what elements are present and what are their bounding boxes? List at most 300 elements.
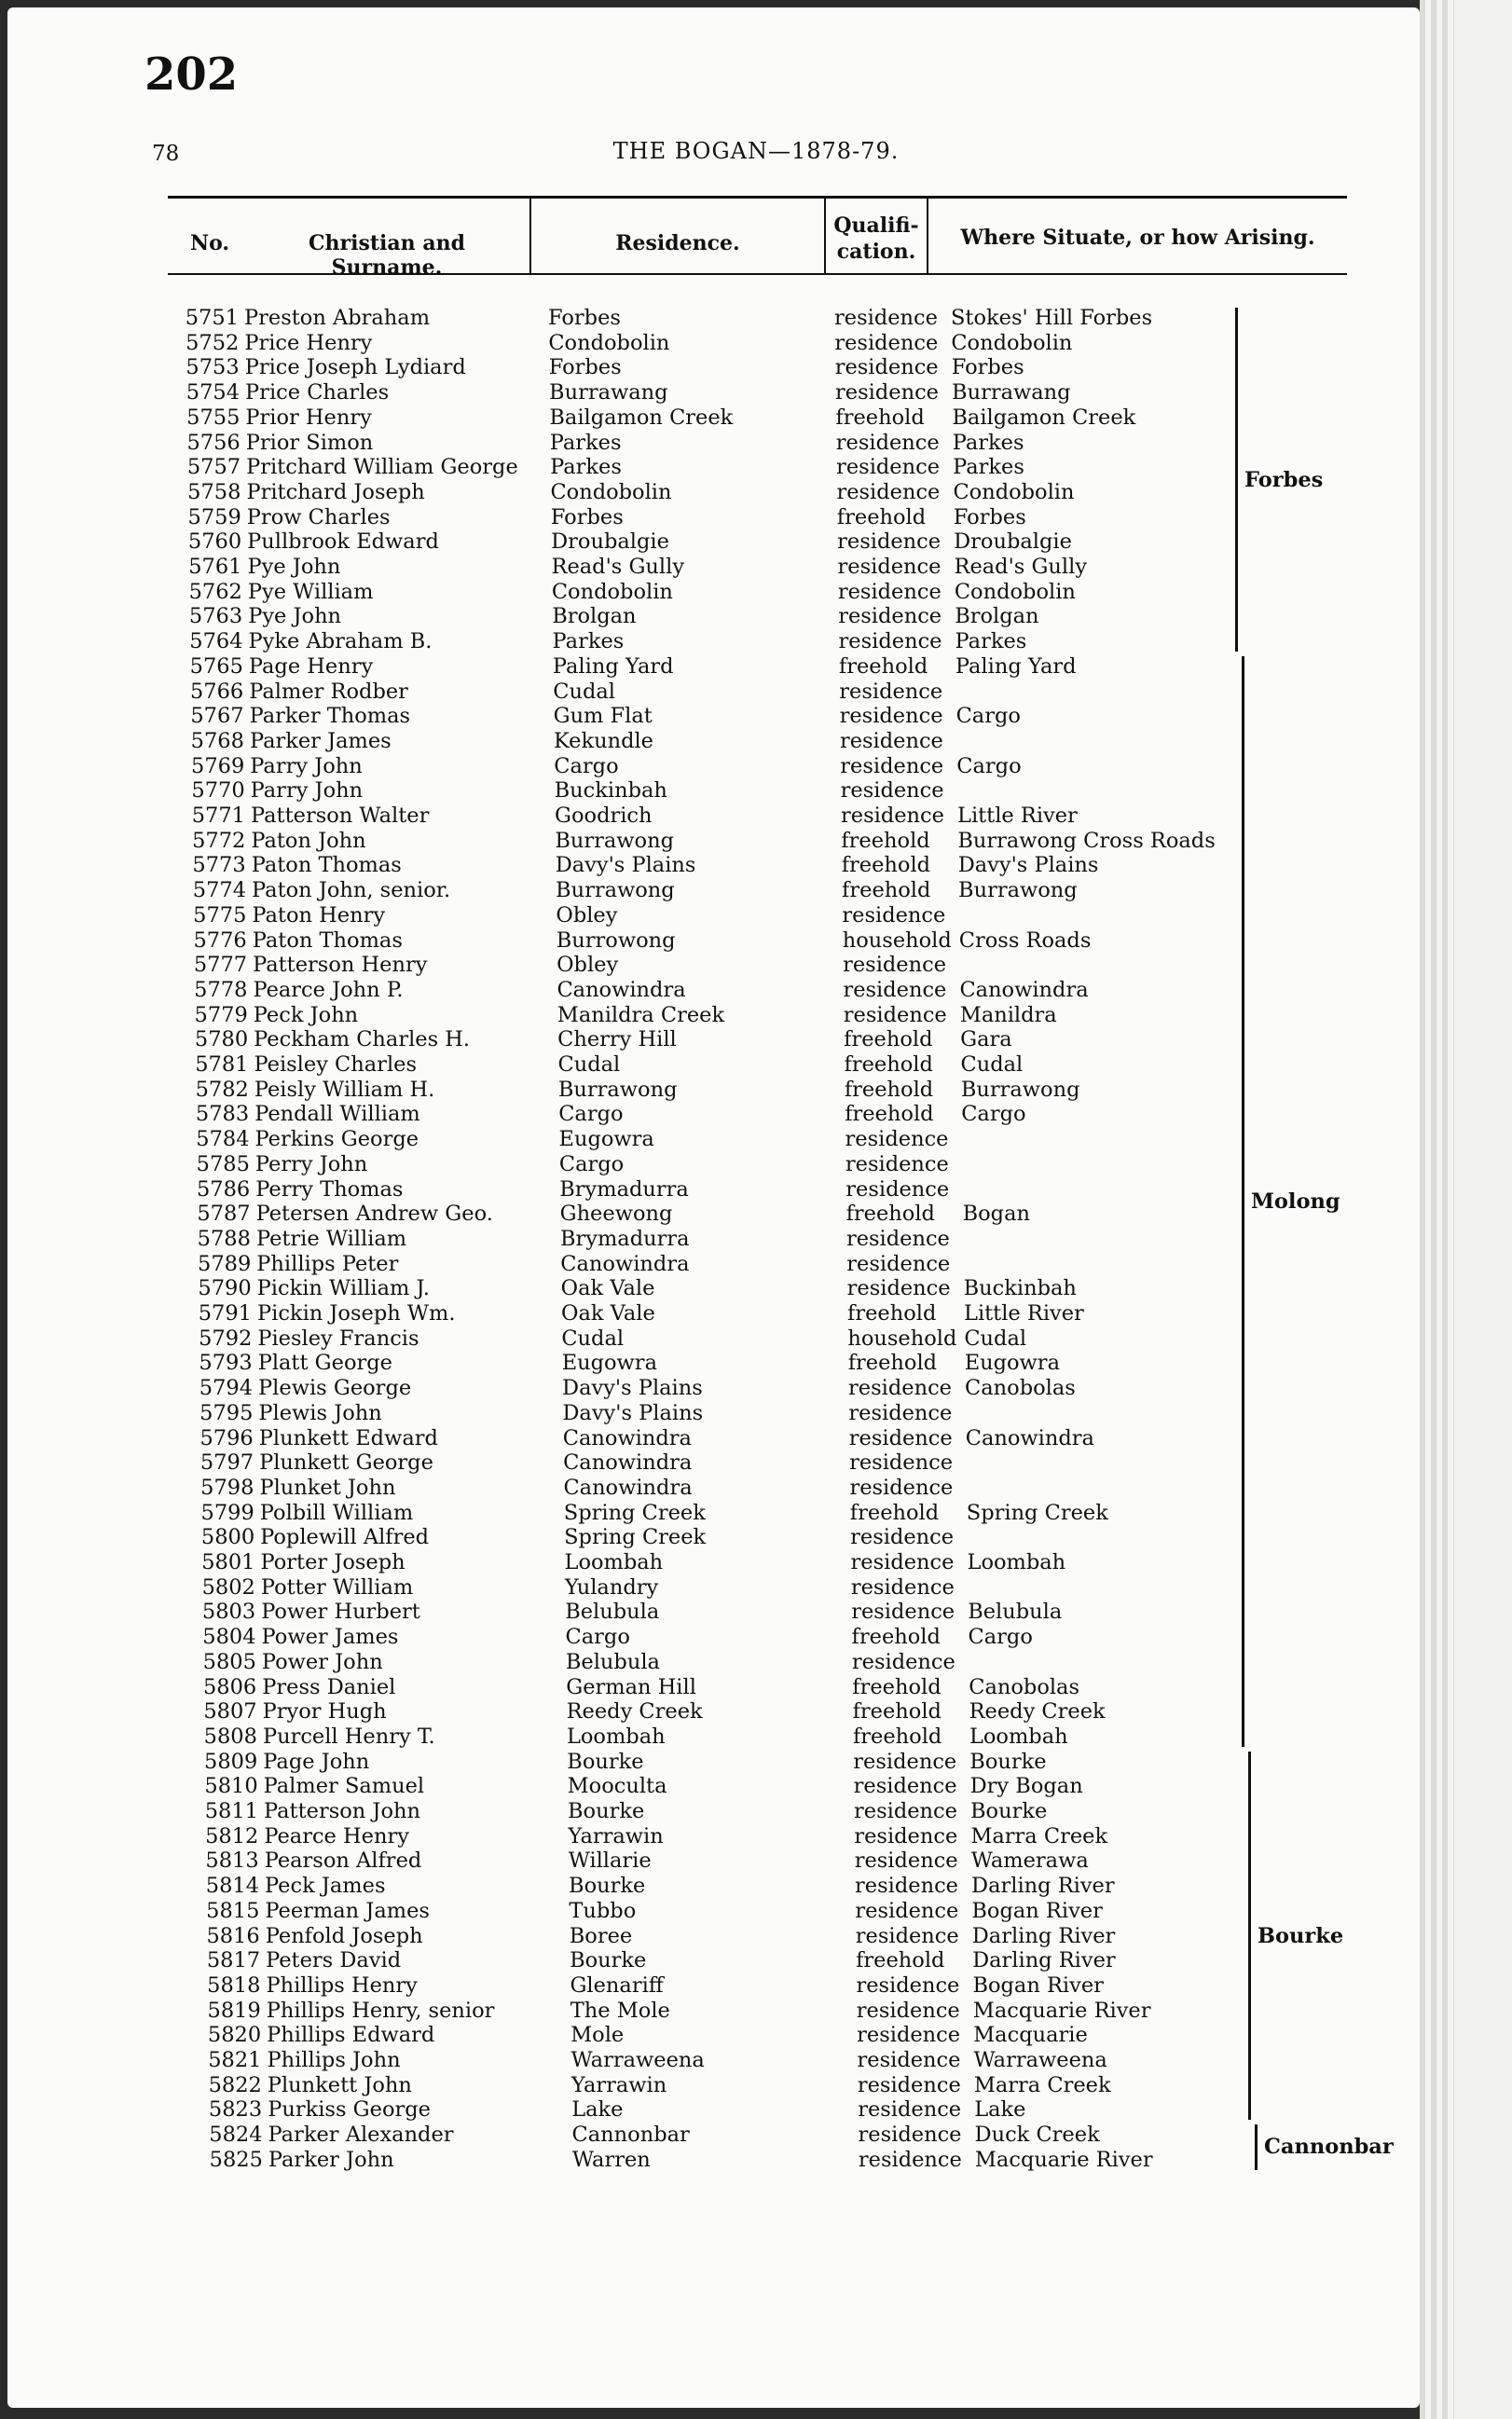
qualification: household bbox=[842, 928, 952, 953]
residence: Cudal bbox=[561, 1326, 625, 1351]
where-situate: Cargo bbox=[955, 704, 1021, 729]
row-number: 5781 bbox=[195, 1052, 249, 1077]
where-situate: Condobolin bbox=[953, 479, 1075, 504]
row-number: 5783 bbox=[195, 1102, 250, 1127]
where-situate: Cargo bbox=[956, 753, 1022, 778]
row-number: 5786 bbox=[196, 1176, 251, 1202]
row-number: 5788 bbox=[197, 1226, 251, 1251]
voter-name: Paton Henry bbox=[252, 902, 386, 928]
row-number: 5756 bbox=[186, 430, 241, 455]
qualification: residence bbox=[856, 1972, 960, 1998]
residence: Bailgamon Creek bbox=[549, 405, 734, 430]
qualification: residence bbox=[858, 2123, 962, 2148]
header-where: Where Situate, or how Arising. bbox=[960, 226, 1315, 250]
qualification: residence bbox=[854, 1849, 958, 1874]
row-number: 5815 bbox=[206, 1898, 260, 1923]
qualification: freehold bbox=[856, 1948, 945, 1973]
residence: Condobolin bbox=[550, 479, 672, 504]
row-number: 5800 bbox=[200, 1525, 255, 1550]
qualification: residence bbox=[845, 1226, 950, 1251]
row-number: 5802 bbox=[201, 1574, 255, 1600]
voter-name: Pearce John P. bbox=[253, 977, 404, 1002]
voter-name: Phillips Edward bbox=[267, 2023, 435, 2048]
residence: Loombah bbox=[564, 1550, 664, 1574]
row-number: 5791 bbox=[198, 1301, 252, 1326]
qualification: freehold bbox=[842, 878, 931, 903]
voter-name: Power James bbox=[261, 1625, 399, 1650]
row-number: 5825 bbox=[209, 2147, 263, 2172]
voter-name: Pyke Abraham B. bbox=[248, 629, 433, 654]
row-number: 5785 bbox=[196, 1151, 250, 1176]
qualification: residence bbox=[837, 529, 942, 555]
where-situate: Warraweena bbox=[973, 2048, 1107, 2072]
voter-name: Plunket John bbox=[259, 1475, 396, 1500]
voter-name: Potter William bbox=[260, 1574, 414, 1600]
where-situate: Macquarie River bbox=[972, 1998, 1151, 2023]
page-number: 202 bbox=[144, 48, 239, 101]
qualification: residence bbox=[845, 1127, 949, 1152]
row-number: 5789 bbox=[198, 1251, 252, 1276]
row-number: 5768 bbox=[190, 728, 244, 753]
qualification: residence bbox=[836, 479, 941, 504]
header-qualification: Qualifi- cation. bbox=[833, 213, 919, 264]
qualification: residence bbox=[857, 2048, 961, 2072]
voter-name: Prow Charles bbox=[246, 504, 391, 529]
residence: Spring Creek bbox=[563, 1500, 706, 1525]
qualification: household bbox=[847, 1326, 957, 1351]
where-situate: Bourke bbox=[969, 1749, 1047, 1774]
row-number: 5752 bbox=[186, 330, 240, 355]
where-situate: Canowindra bbox=[965, 1425, 1094, 1450]
voter-name: Phillips John bbox=[267, 2048, 401, 2072]
row-number: 5762 bbox=[188, 579, 242, 604]
where-situate: Burrawong bbox=[960, 1077, 1080, 1102]
where-situate: Cudal bbox=[960, 1052, 1024, 1077]
where-situate: Droubalgie bbox=[954, 529, 1072, 555]
voter-name: Patterson Walter bbox=[251, 804, 430, 828]
residence: Warraweena bbox=[570, 2048, 705, 2072]
residence: Lake bbox=[571, 2097, 624, 2123]
row-number: 5820 bbox=[207, 2023, 262, 2048]
voter-name: Parry John bbox=[250, 778, 364, 804]
residence: Oak Vale bbox=[561, 1301, 655, 1326]
where-situate: Loombah bbox=[969, 1724, 1068, 1749]
voter-name: Preston Abraham bbox=[244, 306, 431, 330]
voter-name: Platt George bbox=[257, 1351, 392, 1376]
row-number: 5809 bbox=[204, 1749, 258, 1774]
adjacent-page-margin bbox=[1454, 0, 1512, 2419]
qualification: residence bbox=[851, 1649, 955, 1674]
group-label: Cannonbar bbox=[1264, 2135, 1394, 2160]
where-situate: Darling River bbox=[972, 1948, 1116, 1973]
qualification: residence bbox=[848, 1425, 953, 1450]
qualification: freehold bbox=[844, 1027, 933, 1052]
qualification: residence bbox=[839, 728, 943, 753]
voter-name: Power John bbox=[261, 1649, 383, 1674]
residence: Oak Vale bbox=[560, 1276, 655, 1301]
residence: Burrawang bbox=[549, 380, 668, 405]
where-situate: Cross Roads bbox=[958, 928, 1092, 953]
voter-name: Pendall William bbox=[254, 1102, 420, 1127]
header-no: No. bbox=[189, 231, 230, 255]
where-situate: Burrawong bbox=[958, 878, 1078, 903]
where-situate: Little River bbox=[957, 804, 1078, 828]
where-situate: Marra Creek bbox=[973, 2072, 1111, 2097]
residence: Davy's Plains bbox=[562, 1376, 703, 1401]
where-situate: Marra Creek bbox=[970, 1823, 1108, 1849]
voter-name: Parker James bbox=[249, 728, 392, 753]
residence: Cudal bbox=[557, 1052, 621, 1077]
row-number: 5778 bbox=[194, 977, 248, 1002]
qualification: residence bbox=[855, 1874, 958, 1899]
residence: Cargo bbox=[558, 1102, 624, 1127]
residence: Spring Creek bbox=[564, 1525, 707, 1550]
row-number: 5753 bbox=[186, 355, 240, 380]
row-number: 5780 bbox=[194, 1027, 249, 1052]
where-situate: Stokes' Hill Forbes bbox=[951, 306, 1153, 330]
voter-name: Peck John bbox=[253, 1002, 359, 1027]
voter-name: Perkins George bbox=[254, 1127, 419, 1152]
voter-name: Peisley Charles bbox=[254, 1052, 417, 1077]
residence: Tubbo bbox=[569, 1898, 637, 1923]
voter-name: Parker Alexander bbox=[268, 2123, 454, 2148]
voter-name: Palmer Rodber bbox=[249, 679, 408, 704]
row-number: 5804 bbox=[202, 1625, 256, 1650]
row-number: 5765 bbox=[189, 653, 243, 679]
row-number: 5796 bbox=[199, 1425, 254, 1450]
row-number: 5823 bbox=[208, 2097, 263, 2123]
row-number: 5813 bbox=[205, 1849, 259, 1874]
qualification: freehold bbox=[847, 1301, 937, 1326]
voter-name: Plewis John bbox=[258, 1400, 382, 1425]
where-situate: Duck Creek bbox=[974, 2123, 1100, 2148]
residence: Canowindra bbox=[562, 1425, 692, 1450]
qualification: freehold bbox=[851, 1625, 941, 1650]
qualification: residence bbox=[835, 430, 940, 455]
row-number: 5757 bbox=[186, 455, 241, 480]
voter-name: Plunkett George bbox=[259, 1450, 433, 1476]
residence: Canowindra bbox=[560, 1251, 690, 1276]
residence: Yarrawin bbox=[568, 1823, 664, 1849]
row-number: 5807 bbox=[203, 1699, 257, 1725]
where-situate: Bourke bbox=[970, 1799, 1048, 1823]
qualification: residence bbox=[838, 604, 942, 629]
row-number: 5806 bbox=[202, 1674, 257, 1699]
row-number: 5782 bbox=[195, 1077, 249, 1102]
qualification: residence bbox=[856, 1998, 960, 2023]
residence: Droubalgie bbox=[551, 529, 669, 555]
row-number: 5822 bbox=[208, 2072, 262, 2097]
qualification: freehold bbox=[844, 1052, 933, 1077]
qualification: residence bbox=[838, 629, 942, 654]
residence: Mooculta bbox=[567, 1774, 667, 1799]
qualification: residence bbox=[836, 455, 941, 480]
residence: Yarrawin bbox=[570, 2072, 667, 2097]
row-number: 5801 bbox=[201, 1550, 255, 1574]
where-situate: Bogan River bbox=[972, 1972, 1104, 1998]
voter-name: Power Hurbert bbox=[261, 1600, 420, 1625]
voter-name: Patterson John bbox=[264, 1799, 420, 1823]
voter-name: Paton John, senior. bbox=[252, 878, 451, 903]
where-situate: Bailgamon Creek bbox=[952, 405, 1136, 430]
residence: Cherry Hill bbox=[557, 1027, 677, 1052]
voter-name: Piesley Francis bbox=[257, 1326, 419, 1351]
voter-name: Perry Thomas bbox=[255, 1176, 404, 1202]
group-brace bbox=[1248, 1752, 1251, 2121]
qualification: residence bbox=[845, 1176, 950, 1202]
residence: Cargo bbox=[565, 1625, 630, 1650]
voter-name: Price Joseph Lydiard bbox=[244, 355, 466, 380]
where-situate: Gara bbox=[960, 1027, 1012, 1052]
where-situate: Bogan bbox=[962, 1202, 1030, 1227]
voter-name: Plewis George bbox=[258, 1376, 412, 1401]
row-number: 5766 bbox=[189, 679, 244, 704]
row-number: 5773 bbox=[192, 853, 246, 878]
where-situate: Condobolin bbox=[954, 579, 1076, 604]
residence: Brolgan bbox=[552, 604, 637, 629]
voter-name: Petersen Andrew Geo. bbox=[255, 1202, 493, 1227]
where-situate: Read's Gully bbox=[954, 555, 1088, 579]
row-number: 5793 bbox=[199, 1351, 253, 1376]
qualification: residence bbox=[841, 804, 944, 828]
where-situate: Canowindra bbox=[959, 977, 1089, 1002]
row-number: 5795 bbox=[199, 1400, 254, 1425]
row-number: 5775 bbox=[193, 902, 247, 928]
qualification: residence bbox=[845, 1151, 949, 1176]
voter-name: Prior Simon bbox=[245, 430, 374, 455]
voter-name: Peckham Charles H. bbox=[254, 1027, 471, 1052]
where-situate: Dry Bogan bbox=[969, 1774, 1083, 1799]
residence: Belubula bbox=[565, 1649, 660, 1674]
group-brace bbox=[1235, 308, 1238, 652]
where-situate: Darling River bbox=[971, 1874, 1115, 1899]
where-situate: Parkes bbox=[955, 629, 1027, 654]
row-number: 5803 bbox=[201, 1600, 256, 1625]
residence: Manildra Creek bbox=[557, 1002, 725, 1027]
voter-name: Pritchard William George bbox=[246, 455, 518, 480]
row-number: 5760 bbox=[187, 529, 242, 555]
qualification: residence bbox=[837, 579, 942, 604]
row-number: 5751 bbox=[185, 306, 239, 330]
voter-name: Peters David bbox=[266, 1948, 402, 1973]
qualification: residence bbox=[839, 704, 943, 729]
residence: Eugowra bbox=[561, 1351, 657, 1376]
row-number: 5797 bbox=[199, 1450, 254, 1476]
running-title: THE BOGAN—1878-79. bbox=[612, 138, 900, 164]
where-situate: Davy's Plains bbox=[957, 853, 1099, 878]
voter-name: Poplewill Alfred bbox=[260, 1525, 430, 1550]
where-situate: Parkes bbox=[952, 430, 1024, 455]
where-situate: Brolgan bbox=[955, 604, 1039, 629]
row-number: 5814 bbox=[205, 1874, 260, 1899]
where-situate: Burrawong Cross Roads bbox=[957, 828, 1216, 853]
qualification: residence bbox=[840, 753, 944, 778]
row-number: 5799 bbox=[200, 1500, 254, 1525]
residence: Cargo bbox=[558, 1151, 625, 1176]
residence: Forbes bbox=[548, 355, 622, 380]
residence: Condobolin bbox=[551, 579, 673, 604]
row-number: 5819 bbox=[207, 1998, 261, 2023]
residence: Parkes bbox=[552, 629, 625, 654]
qualification: residence bbox=[858, 2147, 962, 2172]
qualification: freehold bbox=[852, 1699, 942, 1725]
residence: Buckinbah bbox=[554, 778, 667, 804]
qualification: residence bbox=[850, 1525, 955, 1550]
residence: Paling Yard bbox=[552, 653, 674, 679]
qualification: residence bbox=[834, 330, 939, 355]
residence: Burrawong bbox=[557, 1077, 678, 1102]
voter-name: Perry John bbox=[254, 1151, 368, 1176]
where-situate: Macquarie River bbox=[974, 2147, 1153, 2172]
qualification: residence bbox=[857, 2072, 961, 2097]
voter-name: Palmer Samuel bbox=[263, 1774, 425, 1799]
row-number: 5770 bbox=[191, 778, 245, 804]
where-situate: Canobolas bbox=[969, 1674, 1080, 1699]
residence: Cannonbar bbox=[571, 2123, 690, 2148]
where-situate: Burrawang bbox=[952, 380, 1071, 405]
where-situate: Canobolas bbox=[965, 1376, 1076, 1401]
row-number: 5821 bbox=[208, 2048, 262, 2072]
voter-name: Porter Joseph bbox=[260, 1550, 405, 1574]
residence: Cargo bbox=[554, 753, 619, 778]
row-number: 5792 bbox=[199, 1326, 253, 1351]
row-number: 5798 bbox=[200, 1475, 254, 1500]
residence: Canowindra bbox=[563, 1450, 693, 1476]
row-number: 5811 bbox=[204, 1799, 258, 1823]
row-number: 5810 bbox=[204, 1774, 258, 1799]
row-number: 5772 bbox=[192, 828, 246, 853]
qualification: freehold bbox=[841, 853, 931, 878]
qualification: residence bbox=[854, 1799, 957, 1823]
voter-name: Pritchard Joseph bbox=[246, 479, 425, 504]
row-number: 5761 bbox=[188, 555, 242, 579]
residence: Kekundle bbox=[553, 728, 653, 753]
row-number: 5754 bbox=[186, 380, 241, 405]
where-situate: Parkes bbox=[953, 455, 1024, 480]
qualification: residence bbox=[858, 2097, 962, 2123]
qualification: residence bbox=[846, 1276, 951, 1301]
qualification: residence bbox=[840, 778, 944, 804]
where-situate: Cargo bbox=[968, 1625, 1033, 1650]
residence: Loombah bbox=[566, 1724, 666, 1749]
voter-name: Plunkett John bbox=[267, 2072, 412, 2097]
qualification: freehold bbox=[841, 828, 930, 853]
residence: Goodrich bbox=[555, 804, 653, 828]
residence: Cudal bbox=[553, 679, 615, 704]
row-number: 5764 bbox=[189, 629, 243, 654]
where-situate: Wamerawa bbox=[970, 1849, 1089, 1874]
where-situate: Macquarie bbox=[973, 2023, 1088, 2048]
voter-name: Pullbrook Edward bbox=[247, 529, 439, 555]
voter-name: Prior Henry bbox=[245, 405, 372, 430]
qualification: freehold bbox=[836, 504, 927, 529]
row-number: 5816 bbox=[206, 1923, 260, 1948]
voter-name: Peerman James bbox=[265, 1898, 430, 1923]
qualification: residence bbox=[854, 1823, 958, 1849]
where-situate: Bogan River bbox=[971, 1898, 1103, 1923]
qualification: freehold bbox=[852, 1674, 942, 1699]
voter-name: Parry John bbox=[250, 753, 363, 778]
row-number: 5808 bbox=[203, 1724, 257, 1749]
residence: The Mole bbox=[570, 1998, 670, 2023]
where-situate: Manildra bbox=[959, 1002, 1057, 1027]
row-number: 5794 bbox=[199, 1376, 254, 1401]
qualification: residence bbox=[842, 902, 946, 928]
voter-name: Paton John bbox=[251, 828, 366, 853]
row-number: 5769 bbox=[191, 753, 245, 778]
voter-name: Polbill William bbox=[259, 1500, 414, 1525]
header-name: Christian and Surname. bbox=[309, 231, 465, 280]
residence: Burrawong bbox=[556, 878, 675, 903]
row-number: 5817 bbox=[206, 1948, 261, 1973]
voter-name: Price Charles bbox=[245, 380, 390, 405]
voter-name: Purcell Henry T. bbox=[262, 1724, 435, 1749]
voter-name: Press Daniel bbox=[262, 1674, 396, 1699]
residence: Burrawong bbox=[555, 828, 674, 853]
qualification: residence bbox=[846, 1251, 951, 1276]
where-situate: Cudal bbox=[964, 1326, 1027, 1351]
voter-name: Pearce Henry bbox=[264, 1823, 409, 1849]
residence: Parkes bbox=[550, 455, 622, 480]
voter-name: Page Henry bbox=[248, 653, 374, 679]
voter-name: Parker Thomas bbox=[249, 704, 411, 729]
residence: Obley bbox=[556, 902, 618, 928]
group-label: Bourke bbox=[1258, 1923, 1344, 1948]
voter-name: Phillips Peter bbox=[256, 1251, 399, 1276]
voter-name: Phillips Henry bbox=[266, 1972, 418, 1998]
qualification: residence bbox=[849, 1475, 954, 1500]
residence: Warren bbox=[571, 2147, 651, 2172]
qualification: freehold bbox=[849, 1500, 940, 1525]
row-number: 5779 bbox=[194, 1002, 248, 1027]
qualification: freehold bbox=[847, 1351, 938, 1376]
group-label: Forbes bbox=[1244, 467, 1324, 492]
qualification: residence bbox=[834, 306, 938, 330]
where-situate: Little River bbox=[964, 1301, 1084, 1326]
residence: Parkes bbox=[549, 430, 622, 455]
residence: Forbes bbox=[548, 306, 621, 330]
voter-name: Plunkett Edward bbox=[258, 1425, 438, 1450]
voter-name: Peck James bbox=[265, 1874, 386, 1899]
residence: Brymadurra bbox=[559, 1176, 689, 1202]
residence: Davy's Plains bbox=[562, 1400, 704, 1425]
voter-name: Purkiss George bbox=[268, 2097, 431, 2123]
where-situate: Condobolin bbox=[951, 330, 1073, 355]
residence: Obley bbox=[557, 953, 619, 978]
voter-name: Penfold Joseph bbox=[265, 1923, 423, 1948]
qualification: residence bbox=[850, 1574, 955, 1600]
row-number: 5790 bbox=[198, 1276, 252, 1301]
qualification: residence bbox=[850, 1550, 955, 1574]
where-situate: Paling Yard bbox=[955, 653, 1077, 679]
residence: Reedy Creek bbox=[566, 1699, 703, 1725]
voter-name: Peisly William H. bbox=[254, 1077, 435, 1102]
residence: Condobolin bbox=[548, 330, 670, 355]
row-number: 5805 bbox=[202, 1649, 256, 1674]
row-number: 5776 bbox=[193, 928, 247, 953]
voter-name: Petrie William bbox=[255, 1226, 407, 1251]
group-brace bbox=[1242, 656, 1244, 1747]
voter-name: Parker John bbox=[268, 2147, 394, 2172]
residence: Mole bbox=[570, 2023, 625, 2048]
row-number: 5824 bbox=[209, 2123, 263, 2148]
row-number: 5755 bbox=[186, 405, 241, 430]
residence: Belubula bbox=[565, 1600, 660, 1625]
qualification: residence bbox=[848, 1376, 952, 1401]
where-situate: Lake bbox=[974, 2097, 1026, 2123]
voter-name: Pye John bbox=[247, 555, 341, 579]
voter-name: Paton Thomas bbox=[252, 928, 403, 953]
